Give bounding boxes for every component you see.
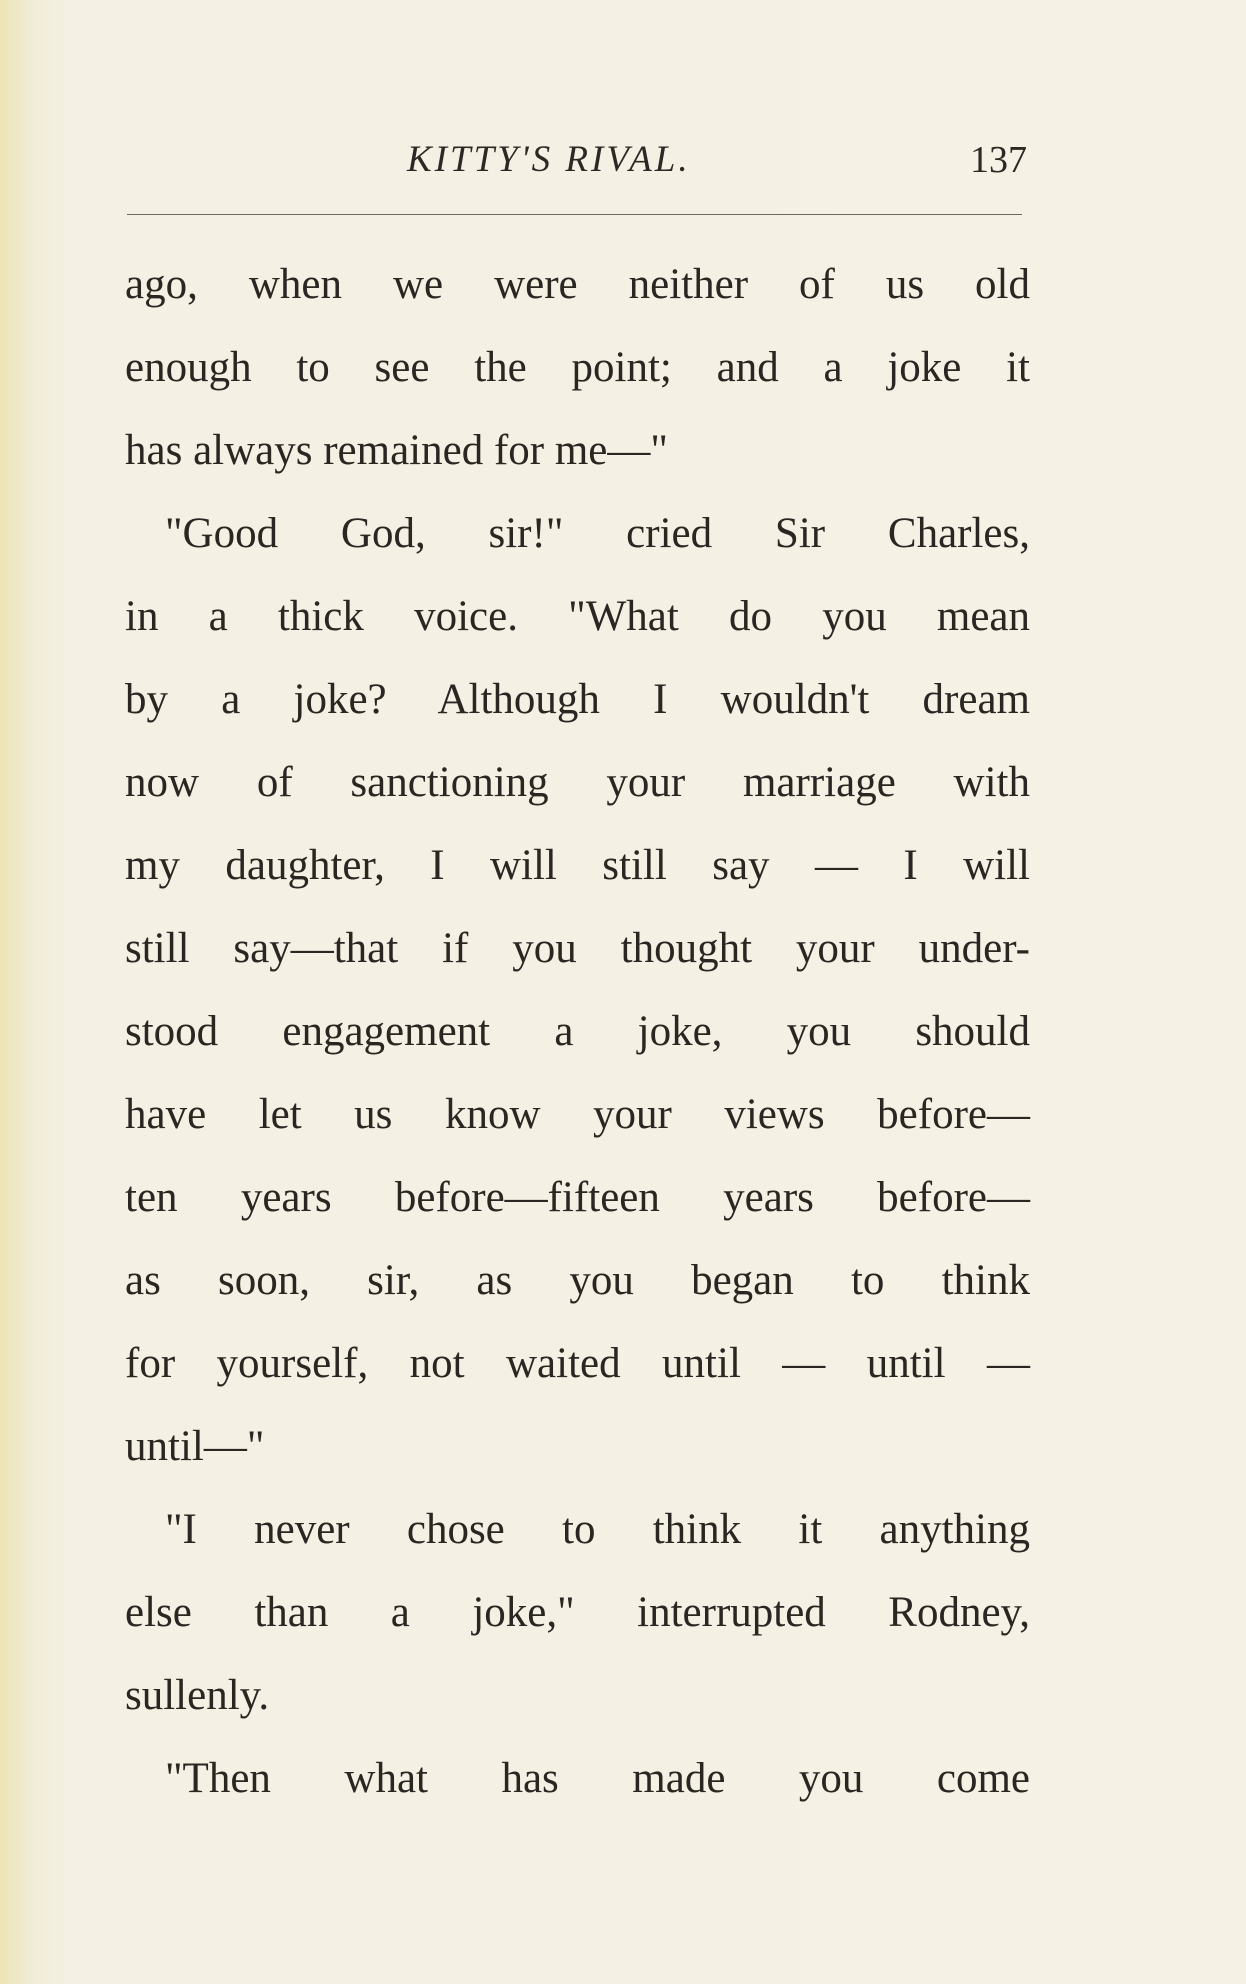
text-line: my daughter, I will still say — I will bbox=[125, 842, 1030, 889]
text-line: by a joke? Although I wouldn't dream bbox=[125, 676, 1030, 723]
text-line: still say—that if you thought your under- bbox=[125, 925, 1030, 972]
text-line: enough to see the point; and a joke it bbox=[125, 344, 1030, 391]
text-line: "I never chose to think it anything bbox=[165, 1506, 1030, 1553]
text-line: "Then what has made you come bbox=[165, 1755, 1030, 1802]
text-line: until—" bbox=[125, 1423, 265, 1470]
text-line: in a thick voice. "What do you mean bbox=[125, 593, 1030, 640]
text-line: has always remained for me—" bbox=[125, 427, 668, 474]
text-line: else than a joke," interrupted Rodney, bbox=[125, 1589, 1030, 1636]
text-line: stood engagement a joke, you should bbox=[125, 1008, 1030, 1055]
text-line: now of sanctioning your marriage with bbox=[125, 759, 1030, 806]
text-line: as soon, sir, as you began to think bbox=[125, 1257, 1030, 1304]
running-title: KITTY'S RIVAL. bbox=[407, 139, 691, 180]
text-line: "Good God, sir!" cried Sir Charles, bbox=[165, 510, 1030, 557]
text-line: have let us know your views before— bbox=[125, 1091, 1030, 1138]
text-line: ten years before—fifteen years before— bbox=[125, 1174, 1030, 1221]
header-rule bbox=[127, 214, 1022, 215]
text-line: ago, when we were neither of us old bbox=[125, 261, 1030, 308]
text-line: sullenly. bbox=[125, 1672, 270, 1719]
text-line: for yourself, not waited until — until — bbox=[125, 1340, 1030, 1387]
page-number: 137 bbox=[970, 139, 1027, 181]
body-text bbox=[125, 255, 1030, 1832]
running-head bbox=[127, 138, 1027, 188]
